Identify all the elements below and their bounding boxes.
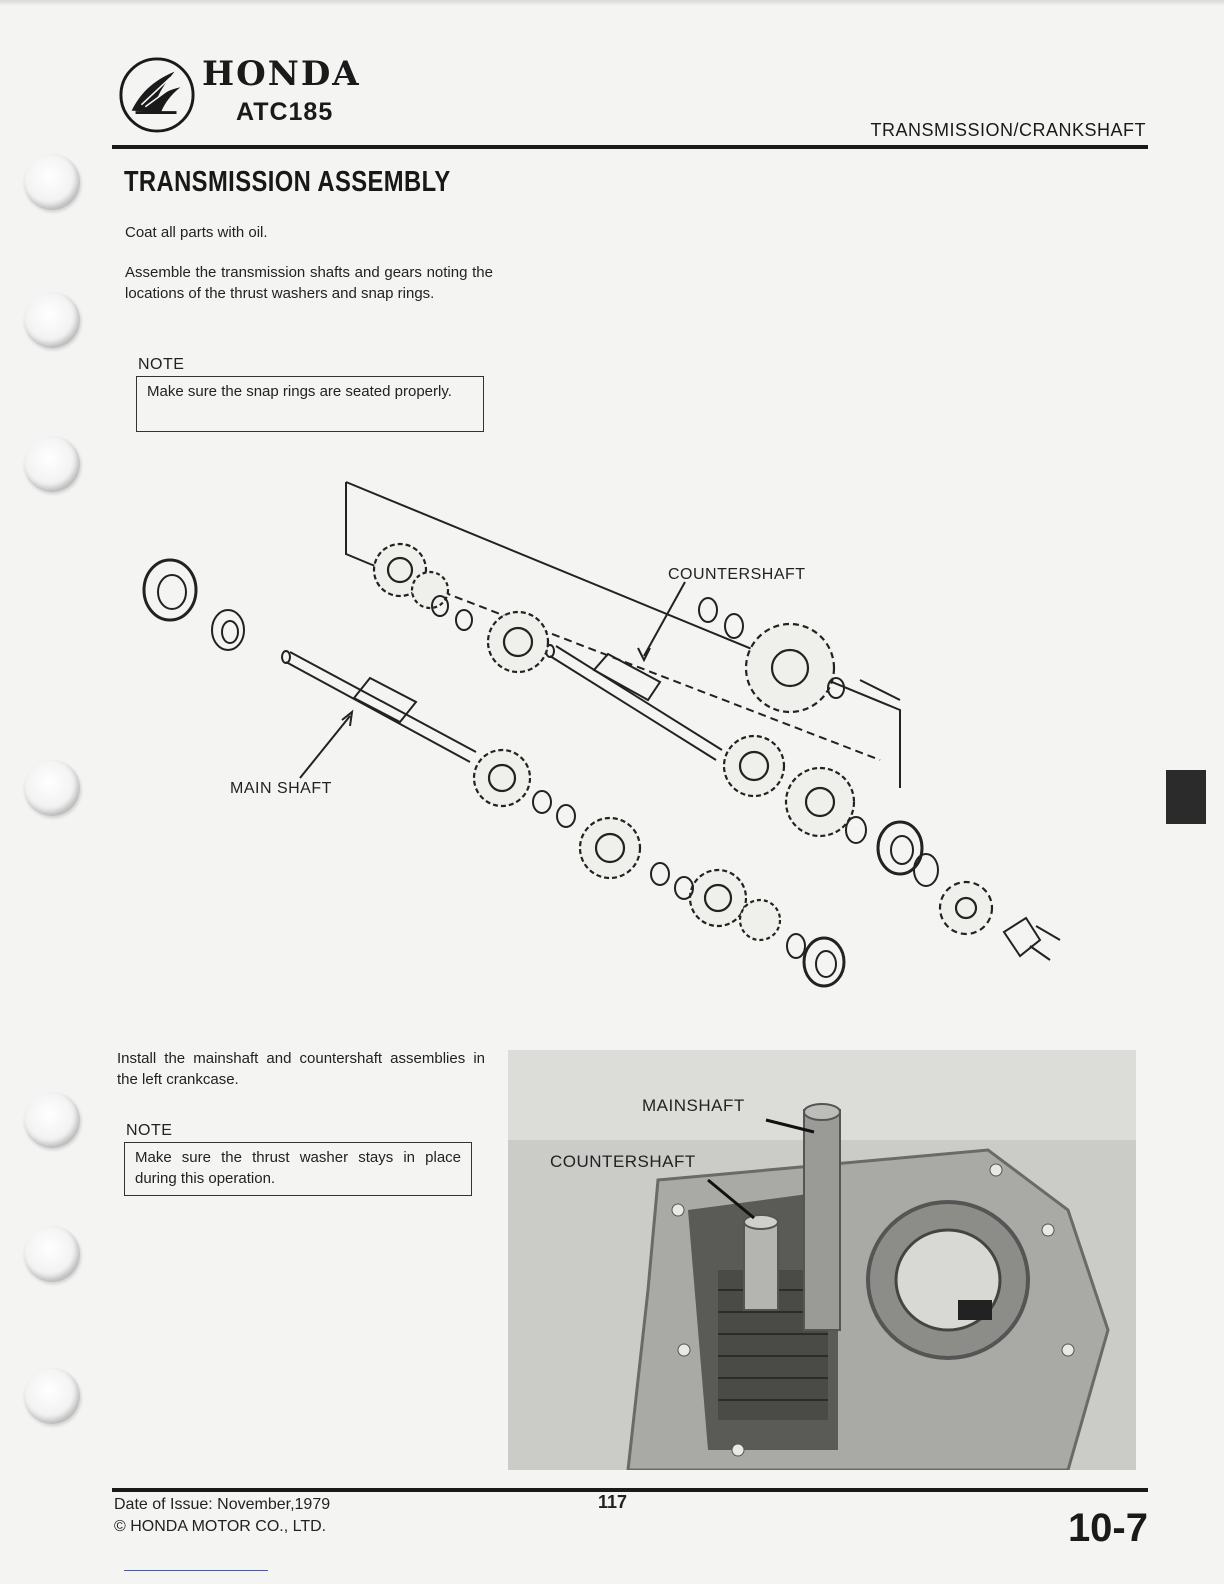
coat-instruction: Coat all parts with oil. bbox=[125, 224, 268, 241]
countershaft-callout: COUNTERSHAFT bbox=[668, 566, 806, 583]
binder-hole bbox=[24, 1368, 80, 1424]
photo-countershaft-label: COUNTERSHAFT bbox=[550, 1152, 696, 1171]
note-label: NOTE bbox=[126, 1122, 173, 1139]
assemble-instruction: Assemble the transmission shafts and gears noting the locations of the thrust washers and snap rings. bbox=[125, 264, 493, 302]
issue-date: Date of Issue: November,1979 bbox=[114, 1496, 331, 1513]
header-rule bbox=[112, 145, 1148, 149]
binder-hole bbox=[24, 1092, 80, 1148]
binder-hole bbox=[24, 1226, 80, 1282]
honda-wing-emblem-icon bbox=[118, 56, 196, 134]
binder-hole bbox=[24, 760, 80, 816]
photo-mainshaft-label: MAINSHAFT bbox=[642, 1096, 745, 1115]
section-header: TRANSMISSION/CRANKSHAFT bbox=[870, 120, 1146, 140]
binder-hole bbox=[24, 436, 80, 492]
transmission-exploded-diagram bbox=[120, 470, 1080, 1010]
model-name: ATC185 bbox=[236, 98, 334, 126]
page-top-edge bbox=[0, 0, 1224, 6]
footer-rule bbox=[112, 1488, 1148, 1492]
note-label: NOTE bbox=[138, 356, 185, 373]
page-title: TRANSMISSION ASSEMBLY bbox=[124, 166, 451, 198]
note-box-snap-rings: Make sure the snap rings are seated properly. bbox=[136, 376, 484, 432]
note-box-thrust-washer: Make sure the thrust washer stays in place during this operation. bbox=[124, 1142, 472, 1196]
page-number: 117 bbox=[598, 1492, 628, 1512]
binder-hole bbox=[24, 154, 80, 210]
mainshaft-callout: MAIN SHAFT bbox=[230, 780, 332, 797]
section-index-tab bbox=[1166, 770, 1206, 824]
brand-name: HONDA bbox=[202, 54, 361, 94]
install-instruction: Install the mainshaft and countershaft assemblies in the left crankcase. bbox=[117, 1050, 485, 1088]
bottom-link-underline bbox=[124, 1570, 268, 1571]
exploded-view-drawing bbox=[120, 470, 1080, 1010]
binder-hole bbox=[24, 292, 80, 348]
crankcase-photo bbox=[508, 1050, 1136, 1470]
crankcase-photo-drawing bbox=[508, 1050, 1136, 1470]
section-page-number: 10-7 bbox=[1067, 1506, 1148, 1550]
copyright: © HONDA MOTOR CO., LTD. bbox=[114, 1518, 327, 1535]
